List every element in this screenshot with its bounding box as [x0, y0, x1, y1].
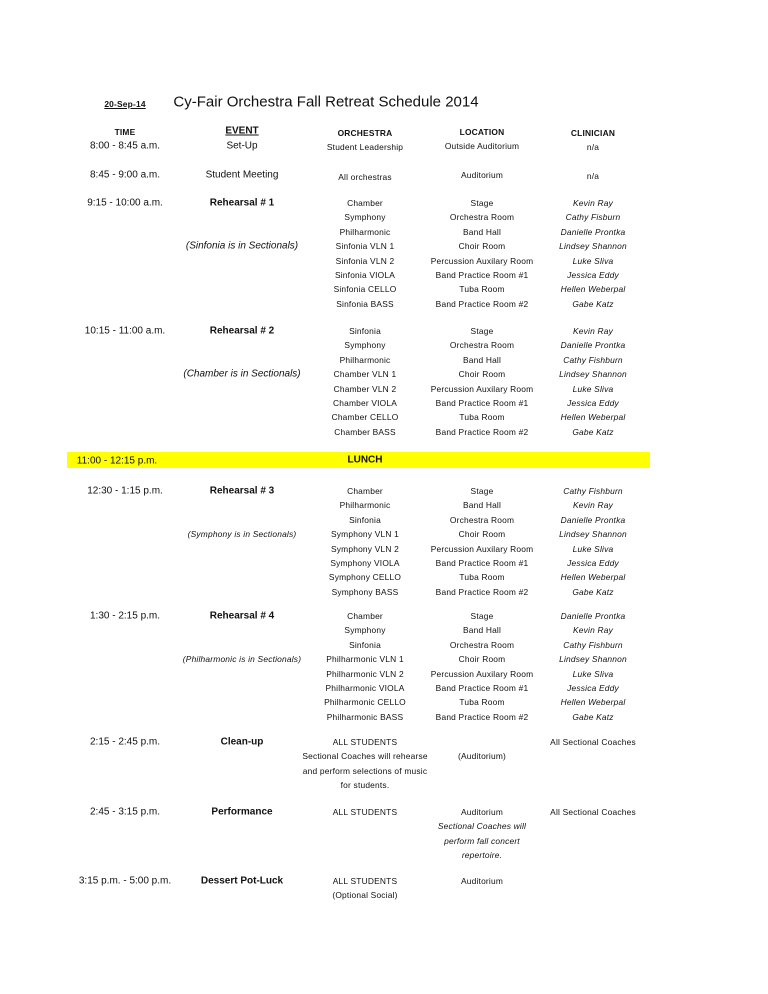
clinician-cell: Cathy Fisburn: [565, 212, 621, 223]
location-cell: Sectional Coaches will: [437, 821, 527, 832]
orchestra-cell: Symphony BASS: [331, 586, 399, 597]
location-cell: Stage: [470, 326, 494, 336]
row-event: Rehearsal # 3: [209, 485, 275, 497]
row-time: 8:45 - 9:00 a.m.: [89, 169, 161, 181]
orchestra-cell: Sinfonia VLN 1: [335, 241, 395, 252]
orchestra-cell: Sinfonia VIOLA: [334, 270, 396, 280]
orchestra-cell: Chamber VLN 2: [333, 383, 397, 394]
row-time: 2:15 - 2:45 p.m.: [89, 736, 161, 748]
clinician-cell: All Sectional Coaches: [550, 737, 636, 747]
location-cell: Band Practice Room #1: [435, 270, 529, 280]
row-sectional-note: (Philharmonic is in Sectionals): [182, 654, 302, 665]
orchestra-cell: ALL STUDENTS: [332, 807, 398, 817]
row-sectional-note: (Chamber is in Sectionals): [183, 368, 301, 380]
row-event: Rehearsal # 2: [209, 325, 275, 337]
clinician-cell: Luke Sliva: [572, 255, 614, 266]
location-cell: Band Hall: [462, 354, 502, 365]
orchestra-cell: Chamber BASS: [334, 426, 396, 437]
orchestra-cell: Sinfonia CELLO: [333, 284, 397, 295]
clinician-cell: Kevin Ray: [573, 198, 613, 208]
row-event: Student Meeting: [205, 169, 279, 181]
orchestra-cell: ALL STUDENTS: [332, 876, 398, 886]
clinician-cell: Hellen Weberpal: [560, 572, 626, 583]
column-header-location: LOCATION: [459, 127, 505, 137]
row-time: 12:30 - 1:15 p.m.: [87, 485, 163, 497]
orchestra-cell: Philharmonic CELLO: [324, 697, 406, 708]
location-cell: Tuba Room: [459, 284, 505, 295]
location-cell: Orchestra Room: [449, 340, 515, 351]
location-cell: Auditorium: [460, 876, 504, 886]
clinician-cell: Danielle Prontka: [560, 611, 626, 621]
row-event: Performance: [211, 806, 273, 818]
column-header-event: EVENT: [225, 125, 259, 137]
location-cell: Orchestra Room: [449, 639, 515, 650]
location-cell: Band Practice Room #2: [435, 426, 529, 437]
clinician-cell: Gabe Katz: [572, 586, 614, 597]
column-header-orchestra: ORCHESTRA: [337, 128, 393, 138]
clinician-cell: Gabe Katz: [572, 298, 614, 309]
row-event: Rehearsal # 1: [209, 197, 275, 209]
clinician-cell: Cathy Fishburn: [563, 639, 623, 650]
orchestra-cell: Sinfonia: [349, 326, 381, 336]
clinician-cell: Jessica Eddy: [567, 683, 619, 693]
row-time: 2:45 - 3:15 p.m.: [89, 806, 161, 818]
location-cell: Choir Room: [458, 241, 506, 252]
orchestra-cell: Sinfonia: [349, 639, 381, 650]
clinician-cell: Jessica Eddy: [567, 270, 619, 280]
clinician-cell: Danielle Prontka: [560, 226, 626, 237]
location-cell: Orchestra Room: [449, 212, 515, 223]
clinician-cell: Lindsey Shannon: [559, 654, 627, 665]
row-sectional-note: (Sinfonia is in Sectionals): [185, 240, 299, 252]
orchestra-cell: Sinfonia: [349, 514, 381, 525]
clinician-cell: Hellen Weberpal: [560, 284, 626, 295]
clinician-cell: Kevin Ray: [573, 500, 613, 511]
clinician-cell: Jessica Eddy: [567, 398, 619, 408]
location-cell: Percussion Auxilary Room: [430, 255, 534, 266]
orchestra-cell: Chamber VLN 1: [333, 369, 397, 380]
clinician-cell: Hellen Weberpal: [560, 697, 626, 708]
location-cell: Band Practice Room #1: [435, 398, 529, 408]
orchestra-cell: and perform selections of music: [302, 765, 428, 776]
clinician-cell: Jessica Eddy: [567, 558, 619, 568]
orchestra-cell: Symphony: [344, 625, 386, 636]
row-time: 10:15 - 11:00 a.m.: [84, 325, 166, 337]
row-time: 9:15 - 10:00 a.m.: [87, 197, 163, 209]
orchestra-cell: Chamber CELLO: [331, 412, 399, 423]
orchestra-cell: Symphony VIOLA: [330, 558, 400, 568]
location-cell: Auditorium: [460, 170, 504, 180]
clinician-cell: Kevin Ray: [573, 326, 613, 336]
location-cell: Percussion Auxilary Room: [430, 543, 534, 554]
orchestra-cell: Symphony: [344, 212, 386, 223]
orchestra-cell: Sinfonia BASS: [336, 298, 394, 309]
location-cell: repertoire.: [461, 850, 503, 861]
location-cell: Outside Auditorium: [444, 141, 520, 151]
row-time: 1:30 - 2:15 p.m.: [89, 610, 161, 622]
location-cell: Band Practice Room #1: [435, 558, 529, 568]
location-cell: Band Hall: [462, 625, 502, 636]
page-title: Cy-Fair Orchestra Fall Retreat Schedule 2014: [173, 93, 479, 111]
clinician-cell: Cathy Fishburn: [563, 354, 623, 365]
orchestra-cell: for students.: [340, 780, 390, 791]
orchestra-cell: Philharmonic VLN 1: [326, 654, 404, 665]
clinician-cell: n/a: [586, 142, 600, 152]
location-cell: Percussion Auxilary Room: [430, 668, 534, 679]
clinician-cell: Gabe Katz: [572, 426, 614, 437]
clinician-cell: Danielle Prontka: [560, 514, 626, 525]
clinician-cell: Cathy Fishburn: [563, 486, 623, 496]
row-event: Rehearsal # 4: [209, 610, 275, 622]
orchestra-cell: Chamber VIOLA: [332, 398, 398, 408]
lunch-label: LUNCH: [347, 454, 383, 466]
orchestra-cell: Chamber: [347, 198, 383, 208]
clinician-cell: Luke Sliva: [572, 383, 614, 394]
location-cell: Tuba Room: [459, 412, 505, 423]
row-event: Set-Up: [226, 140, 258, 152]
orchestra-cell: Student Leadership: [326, 142, 404, 152]
orchestra-cell: Philharmonic VIOLA: [325, 683, 405, 693]
clinician-cell: Hellen Weberpal: [560, 412, 626, 423]
location-cell: Orchestra Room: [449, 514, 515, 525]
orchestra-cell: (Optional Social): [332, 890, 398, 901]
clinician-cell: Luke Sliva: [572, 543, 614, 554]
location-cell: Band Practice Room #2: [435, 298, 529, 309]
orchestra-cell: Sinfonia VLN 2: [335, 255, 395, 266]
clinician-cell: Luke Sliva: [572, 668, 614, 679]
location-cell: Band Hall: [462, 500, 502, 511]
column-header-time: TIME: [114, 127, 136, 137]
location-cell: Band Hall: [462, 226, 502, 237]
row-sectional-note: (Symphony is in Sectionals): [187, 529, 297, 540]
orchestra-cell: Philharmonic VLN 2: [326, 668, 404, 679]
clinician-cell: All Sectional Coaches: [550, 807, 636, 817]
row-event: Dessert Pot-Luck: [200, 875, 284, 887]
location-cell: Stage: [470, 611, 494, 621]
orchestra-cell: Philharmonic BASS: [326, 711, 404, 722]
location-cell: Band Practice Room #2: [435, 586, 529, 597]
row-event: Clean-up: [220, 736, 264, 748]
clinician-cell: Lindsey Shannon: [559, 241, 627, 252]
orchestra-cell: Chamber: [347, 611, 383, 621]
date: 20-Sep-14: [104, 99, 146, 109]
clinician-cell: n/a: [586, 171, 600, 181]
clinician-cell: Kevin Ray: [573, 625, 613, 636]
orchestra-cell: Symphony VLN 1: [331, 529, 399, 540]
location-cell: Band Practice Room #2: [435, 711, 529, 722]
orchestra-cell: Sectional Coaches will rehearse: [302, 751, 428, 762]
orchestra-cell: Symphony VLN 2: [331, 543, 399, 554]
location-cell: Band Practice Room #1: [435, 683, 529, 693]
clinician-cell: Lindsey Shannon: [559, 529, 627, 540]
lunch-time: 11:00 - 12:15 p.m.: [76, 455, 158, 467]
location-cell: Tuba Room: [459, 572, 505, 583]
location-cell: Choir Room: [458, 529, 506, 540]
orchestra-cell: ALL STUDENTS: [332, 737, 398, 747]
column-header-clinician: CLINICIAN: [570, 128, 616, 138]
clinician-cell: Lindsey Shannon: [559, 369, 627, 380]
clinician-cell: Danielle Prontka: [560, 340, 626, 351]
orchestra-cell: All orchestras: [338, 172, 392, 182]
row-time: 3:15 p.m. - 5:00 p.m.: [78, 875, 172, 887]
location-cell: Tuba Room: [459, 697, 505, 708]
orchestra-cell: Symphony: [344, 340, 386, 351]
location-cell: Stage: [470, 198, 494, 208]
clinician-cell: Gabe Katz: [572, 711, 614, 722]
location-cell: Stage: [470, 486, 494, 496]
location-cell: Auditorium: [460, 807, 504, 817]
orchestra-cell: Symphony CELLO: [328, 572, 402, 583]
location-cell: perform fall concert: [444, 835, 520, 846]
location-cell: (Auditorium): [457, 751, 507, 762]
location-cell: Choir Room: [458, 654, 506, 665]
orchestra-cell: Philharmonic: [339, 226, 391, 237]
row-time: 8:00 - 8:45 a.m.: [89, 140, 161, 152]
orchestra-cell: Philharmonic: [339, 500, 391, 511]
orchestra-cell: Philharmonic: [339, 354, 391, 365]
location-cell: Choir Room: [458, 369, 506, 380]
location-cell: Percussion Auxilary Room: [430, 383, 534, 394]
orchestra-cell: Chamber: [347, 486, 383, 496]
